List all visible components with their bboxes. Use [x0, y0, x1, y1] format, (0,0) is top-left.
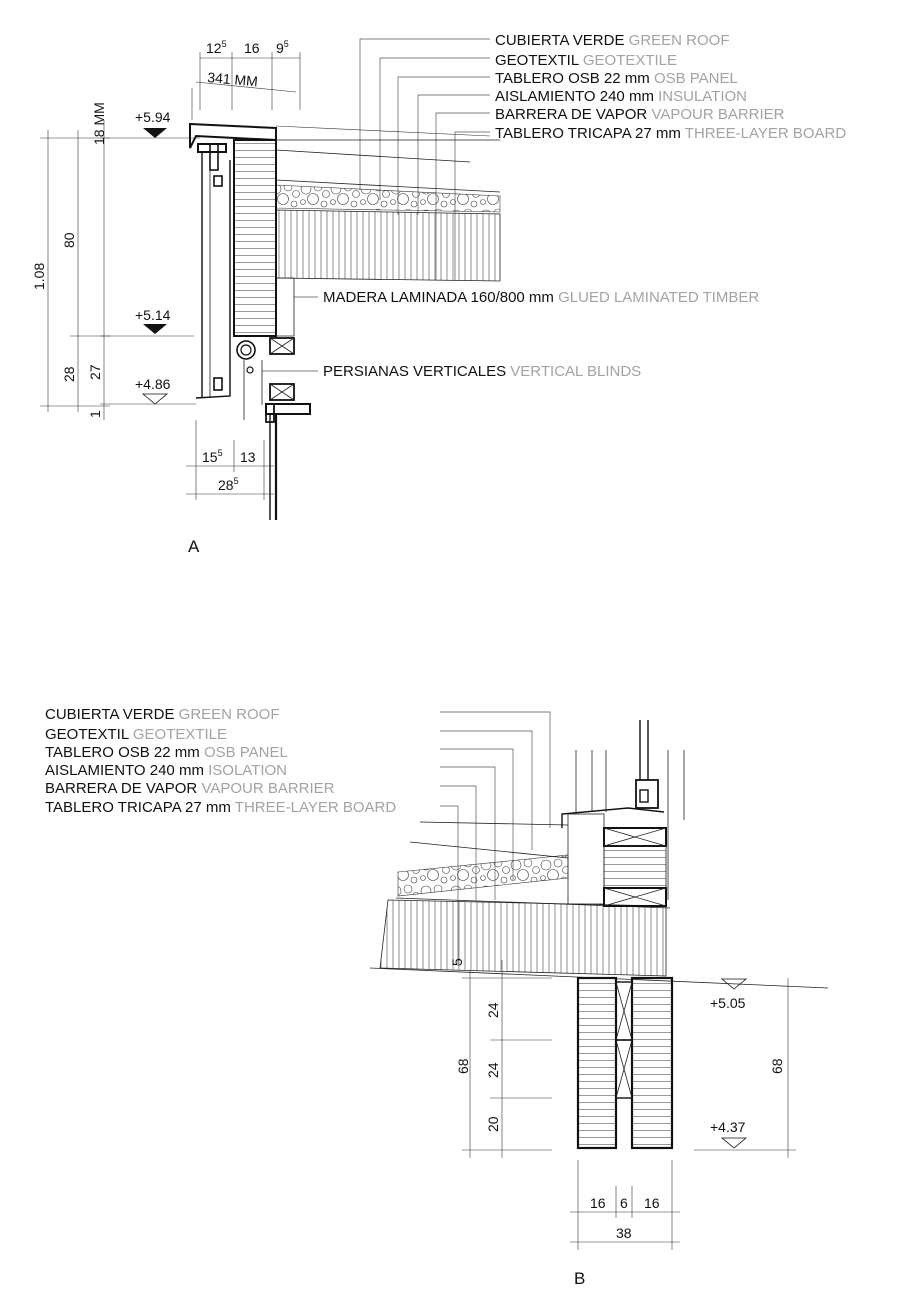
dim-a-28: 28: [61, 366, 77, 382]
legend-a-item-3: TABLERO OSB 22 mm OSB PANEL: [495, 70, 738, 87]
dim-a-1: 1: [87, 410, 103, 418]
legend-a-item-1: CUBIERTA VERDE GREEN ROOF: [495, 32, 730, 49]
legend-b-item-3: TABLERO OSB 22 mm OSB PANEL: [45, 744, 288, 761]
dim-b-38: 38: [616, 1225, 632, 1241]
dim-b-16b: 16: [644, 1195, 660, 1211]
dim-a-28-bottom: $28^5$: [218, 476, 239, 493]
roof-layers-b: [370, 822, 828, 988]
upper-structure-b: [562, 720, 684, 906]
dim-b-20: 20: [485, 1116, 501, 1132]
blinds-label-a: PERSIANAS VERTICALES VERTICAL BLINDS: [323, 363, 642, 380]
dim-b-68-left: 68: [455, 1058, 471, 1074]
detail-a-label: A: [188, 537, 200, 556]
legend-b-item-6: TABLERO TRICAPA 27 mm THREE-LAYER BOARD: [45, 799, 397, 816]
level-b-437: +4.37: [710, 1119, 746, 1135]
dim-a-80: 80: [61, 232, 77, 248]
legend-b: [45, 706, 396, 816]
detail-a: [31, 32, 846, 556]
dim-a-top-9: $9^5$: [276, 39, 289, 56]
level-a-514: +5.14: [135, 307, 171, 323]
detail-b-label: B: [574, 1269, 586, 1288]
legend-a-item-2: GEOTEXTIL GEOTEXTILE: [495, 52, 678, 69]
dim-a-top-12: $12^5$: [206, 39, 227, 56]
dim-a-18mm: 18 MM: [91, 102, 107, 145]
dim-b-5: 5: [449, 958, 465, 966]
dim-b-16a: 16: [590, 1195, 606, 1211]
callouts-a: [262, 289, 759, 380]
dim-b-6: 6: [620, 1195, 628, 1211]
bottom-dimensions-b: [570, 1160, 680, 1250]
detail-b: [45, 706, 828, 1288]
bottom-dimensions-a: [186, 420, 274, 500]
dim-a-top-16: 16: [244, 40, 260, 56]
dim-b-24b: 24: [485, 1062, 501, 1078]
dim-a-15: $15^5$: [202, 448, 223, 465]
roof-layers-a: [276, 126, 500, 281]
legend-b-item-2: GEOTEXTIL GEOTEXTILE: [45, 726, 228, 743]
legend-b-item-4: AISLAMIENTO 240 mm ISOLATION: [45, 762, 288, 779]
level-a-594: +5.94: [135, 109, 171, 125]
dim-a-top-341: 341 MM: [206, 69, 259, 90]
level-b-505: +5.05: [710, 995, 746, 1011]
dim-a-108: 1.08: [31, 262, 47, 290]
dim-b-68-right: 68: [769, 1058, 785, 1074]
legend-b-item-1: CUBIERTA VERDE GREEN ROOF: [45, 706, 280, 723]
top-dimensions-a: [192, 39, 300, 120]
beam-label-a: MADERA LAMINADA 160/800 mm GLUED LAMINATED TIMBER: [323, 289, 760, 306]
legend-a: [495, 32, 846, 142]
glulam-column-b: [578, 978, 672, 1148]
dim-b-24a: 24: [485, 1002, 501, 1018]
legend-a-item-6: TABLERO TRICAPA 27 mm THREE-LAYER BOARD: [495, 125, 847, 142]
window-frame-a: [266, 404, 310, 520]
left-dimensions-a: [31, 102, 110, 420]
dim-a-13: 13: [240, 449, 256, 465]
dim-a-27: 27: [87, 364, 103, 380]
legend-b-item-5: BARRERA DE VAPOR VAPOUR BARRIER: [45, 780, 335, 797]
right-dimensions-b: [694, 978, 796, 1158]
legend-a-item-4: AISLAMIENTO 240 mm INSULATION: [495, 88, 748, 105]
level-markers-a: [100, 109, 200, 404]
left-dimensions-b: [449, 958, 552, 1158]
legend-a-item-5: BARRERA DE VAPOR VAPOUR BARRIER: [495, 106, 785, 123]
level-a-486: +4.86: [135, 376, 171, 392]
